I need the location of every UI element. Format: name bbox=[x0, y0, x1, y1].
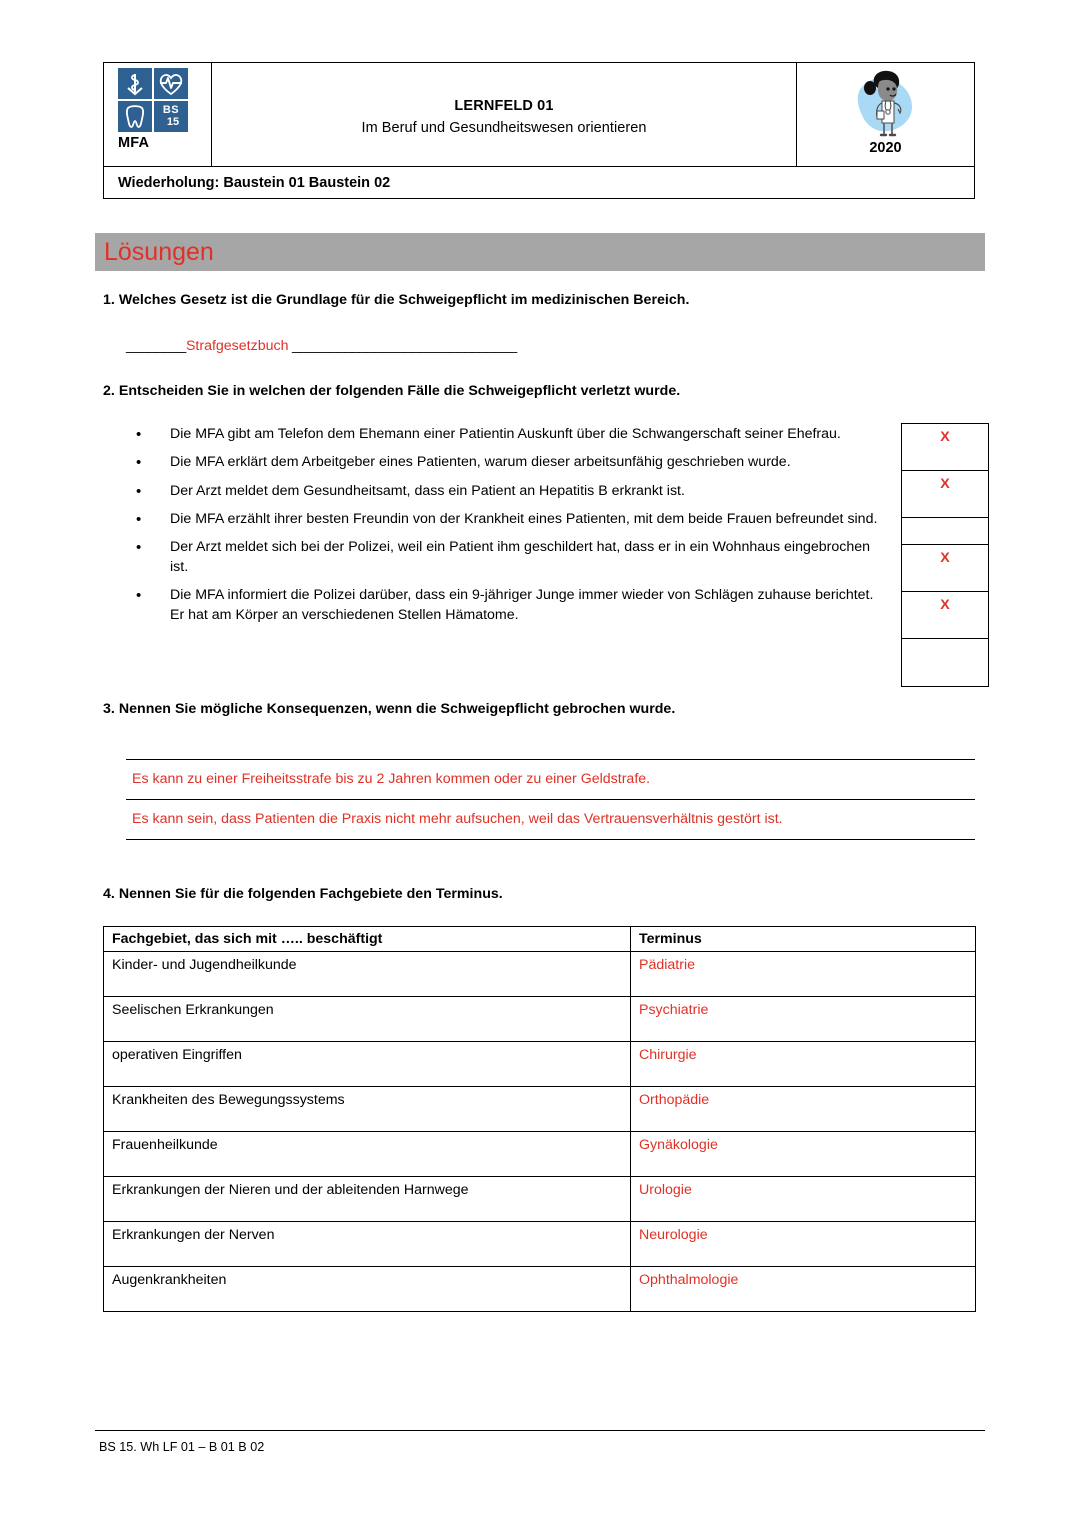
checkbox-cell[interactable]: X bbox=[902, 424, 988, 471]
question-1-prompt: 1. Welches Gesetz ist die Grundlage für die Schweigepflicht im medizinischen Bereich. bbox=[103, 292, 690, 308]
table-row bbox=[104, 1042, 976, 1087]
logo-caption-mfa: MFA bbox=[118, 135, 150, 151]
header-subtitle-row: Wiederholung: Baustein 01 Baustein 02 bbox=[103, 167, 975, 199]
checkbox-cell[interactable]: X bbox=[902, 545, 988, 592]
bullet-icon: • bbox=[136, 426, 142, 443]
lernfeld-title: LERNFELD 01 bbox=[454, 97, 554, 114]
table-row bbox=[104, 952, 976, 997]
cell-fachgebiet: Erkrankungen der Nieren und der ableitenden Harnwege bbox=[104, 1177, 631, 1222]
table-header-row bbox=[104, 927, 976, 952]
question-3-answer-1[interactable]: Es kann zu einer Freiheitsstrafe bis zu 2 Jahren kommen oder zu einer Geldstrafe. bbox=[132, 771, 651, 787]
list-item bbox=[136, 509, 890, 530]
lernfeld-subtitle: Im Beruf und Gesundheitswesen orientieren bbox=[361, 119, 647, 136]
loesungen-title: Lösungen bbox=[104, 237, 214, 266]
answer-blank-prefix: ________ bbox=[126, 338, 186, 354]
question-2-case-list bbox=[136, 424, 890, 625]
medical-assistant-illustration bbox=[844, 67, 928, 139]
cell-terminus[interactable]: Psychiatrie bbox=[631, 997, 976, 1042]
list-item-text: Der Arzt meldet sich bei der Polizei, weil ein Patient ihm geschildert hat, dass er in ein Wohnhaus eingebrochen ist. bbox=[170, 539, 871, 576]
question-3-answer-2[interactable]: Es kann sein, dass Patienten die Praxis nicht mehr aufsuchen, weil das Vertrauensverhältnis gestört ist. bbox=[132, 811, 783, 827]
list-item-text: Die MFA erzählt ihrer besten Freundin von der Krankheit eines Patienten, mit dem beide Frauen befreundet sind. bbox=[170, 510, 878, 527]
table-row bbox=[104, 1177, 976, 1222]
question-1-answer-line bbox=[126, 338, 517, 354]
footer-divider bbox=[95, 1430, 985, 1431]
checkbox-cell[interactable]: X bbox=[902, 592, 988, 639]
cell-terminus[interactable]: Orthopädie bbox=[631, 1087, 976, 1132]
list-item bbox=[136, 537, 890, 577]
header-year-cell bbox=[796, 63, 974, 166]
cell-fachgebiet: Frauenheilkunde bbox=[104, 1132, 631, 1177]
footer-text: BS 15. Wh LF 01 – B 01 B 02 bbox=[99, 1440, 265, 1454]
list-item-text: Die MFA erklärt dem Arbeitgeber eines Patienten, warum dieser arbeitsunfähig geschrieben wurde. bbox=[170, 454, 791, 471]
cell-terminus[interactable]: Neurologie bbox=[631, 1222, 976, 1267]
cell-terminus[interactable]: Gynäkologie bbox=[631, 1132, 976, 1177]
header-top-row bbox=[103, 62, 975, 167]
question-4-prompt: 4. Nennen Sie für die folgenden Fachgebiete den Terminus. bbox=[103, 886, 503, 902]
cell-terminus[interactable]: Urologie bbox=[631, 1177, 976, 1222]
question-1-answer[interactable]: Strafgesetzbuch bbox=[185, 338, 289, 354]
header-title-cell bbox=[212, 63, 796, 166]
question-3-prompt: 3. Nennen Sie mögliche Konsequenzen, wenn die Schweigepflicht gebrochen wurde. bbox=[103, 701, 676, 717]
cell-fachgebiet: Augenkrankheiten bbox=[104, 1267, 631, 1312]
table-row bbox=[104, 1267, 976, 1312]
list-spacer bbox=[136, 474, 890, 481]
cell-terminus[interactable]: Ophthalmologie bbox=[631, 1267, 976, 1312]
loesungen-band bbox=[95, 233, 985, 271]
document-header bbox=[103, 62, 975, 199]
cell-fachgebiet: Seelischen Erkrankungen bbox=[104, 997, 631, 1042]
logo-bs15-text bbox=[154, 101, 188, 132]
cell-fachgebiet: operativen Eingriffen bbox=[104, 1042, 631, 1087]
bullet-icon: • bbox=[136, 454, 142, 472]
column-header-terminus: Terminus bbox=[631, 927, 976, 952]
list-item-text: Die MFA gibt am Telefon dem Ehemann einer Patientin Auskunft über die Schwangerschaft seiner Ehefrau. bbox=[170, 426, 841, 442]
column-header-fachgebiet: Fachgebiet, das sich mit ….. beschäftigt bbox=[104, 927, 631, 952]
cell-terminus[interactable]: Chirurgie bbox=[631, 1042, 976, 1087]
list-spacer bbox=[136, 530, 890, 537]
list-item bbox=[136, 424, 890, 445]
logo-bs-bottom: 15 bbox=[166, 116, 180, 128]
table-row bbox=[104, 997, 976, 1042]
list-spacer bbox=[136, 445, 890, 452]
asclepius-staff-icon bbox=[118, 68, 152, 99]
bullet-icon: • bbox=[136, 586, 142, 604]
table-row bbox=[104, 1132, 976, 1177]
cell-fachgebiet: Erkrankungen der Nerven bbox=[104, 1222, 631, 1267]
table-row bbox=[104, 1087, 976, 1132]
school-logo bbox=[118, 68, 188, 132]
bullet-icon: • bbox=[136, 539, 142, 557]
list-spacer bbox=[136, 502, 890, 509]
list-item-text: Die MFA informiert die Polizei darüber, dass ein 9-jähriger Junge immer wieder von Schlägen zuhause berichtet. Er hat am Körper an verschiedenen Stellen Hämatome. bbox=[170, 586, 874, 623]
cell-terminus[interactable]: Pädiatrie bbox=[631, 952, 976, 997]
bullet-icon: • bbox=[136, 510, 142, 528]
checkbox-cell[interactable]: X bbox=[902, 471, 988, 518]
list-spacer bbox=[136, 578, 890, 585]
list-item-text: Der Arzt meldet dem Gesundheitsamt, dass ein Patient an Hepatitis B erkrankt ist. bbox=[170, 482, 685, 499]
question-2-answer-column bbox=[901, 423, 989, 687]
heart-ecg-icon bbox=[154, 68, 188, 99]
terminology-table bbox=[103, 926, 976, 1312]
header-logo-cell bbox=[104, 63, 212, 166]
question-2-prompt: 2. Entscheiden Sie in welchen der folgenden Fälle die Schweigepflicht verletzt wurde. bbox=[103, 383, 681, 399]
cell-fachgebiet: Kinder- und Jugendheilkunde bbox=[104, 952, 631, 997]
header-year: 2020 bbox=[869, 140, 902, 156]
list-item bbox=[136, 452, 890, 473]
list-item bbox=[136, 481, 890, 502]
cell-fachgebiet: Krankheiten des Bewegungssystems bbox=[104, 1087, 631, 1132]
tooth-icon bbox=[118, 101, 152, 132]
checkbox-cell[interactable] bbox=[902, 639, 988, 686]
answer-rule bbox=[126, 839, 975, 840]
checkbox-cell[interactable] bbox=[902, 518, 988, 545]
answer-blank-suffix: ______________________________ bbox=[288, 338, 517, 354]
list-item bbox=[136, 585, 890, 625]
question-3-answer-lines bbox=[126, 759, 975, 840]
bullet-icon: • bbox=[136, 482, 142, 500]
logo-bs-top: BS bbox=[162, 104, 180, 116]
table-row bbox=[104, 1222, 976, 1267]
